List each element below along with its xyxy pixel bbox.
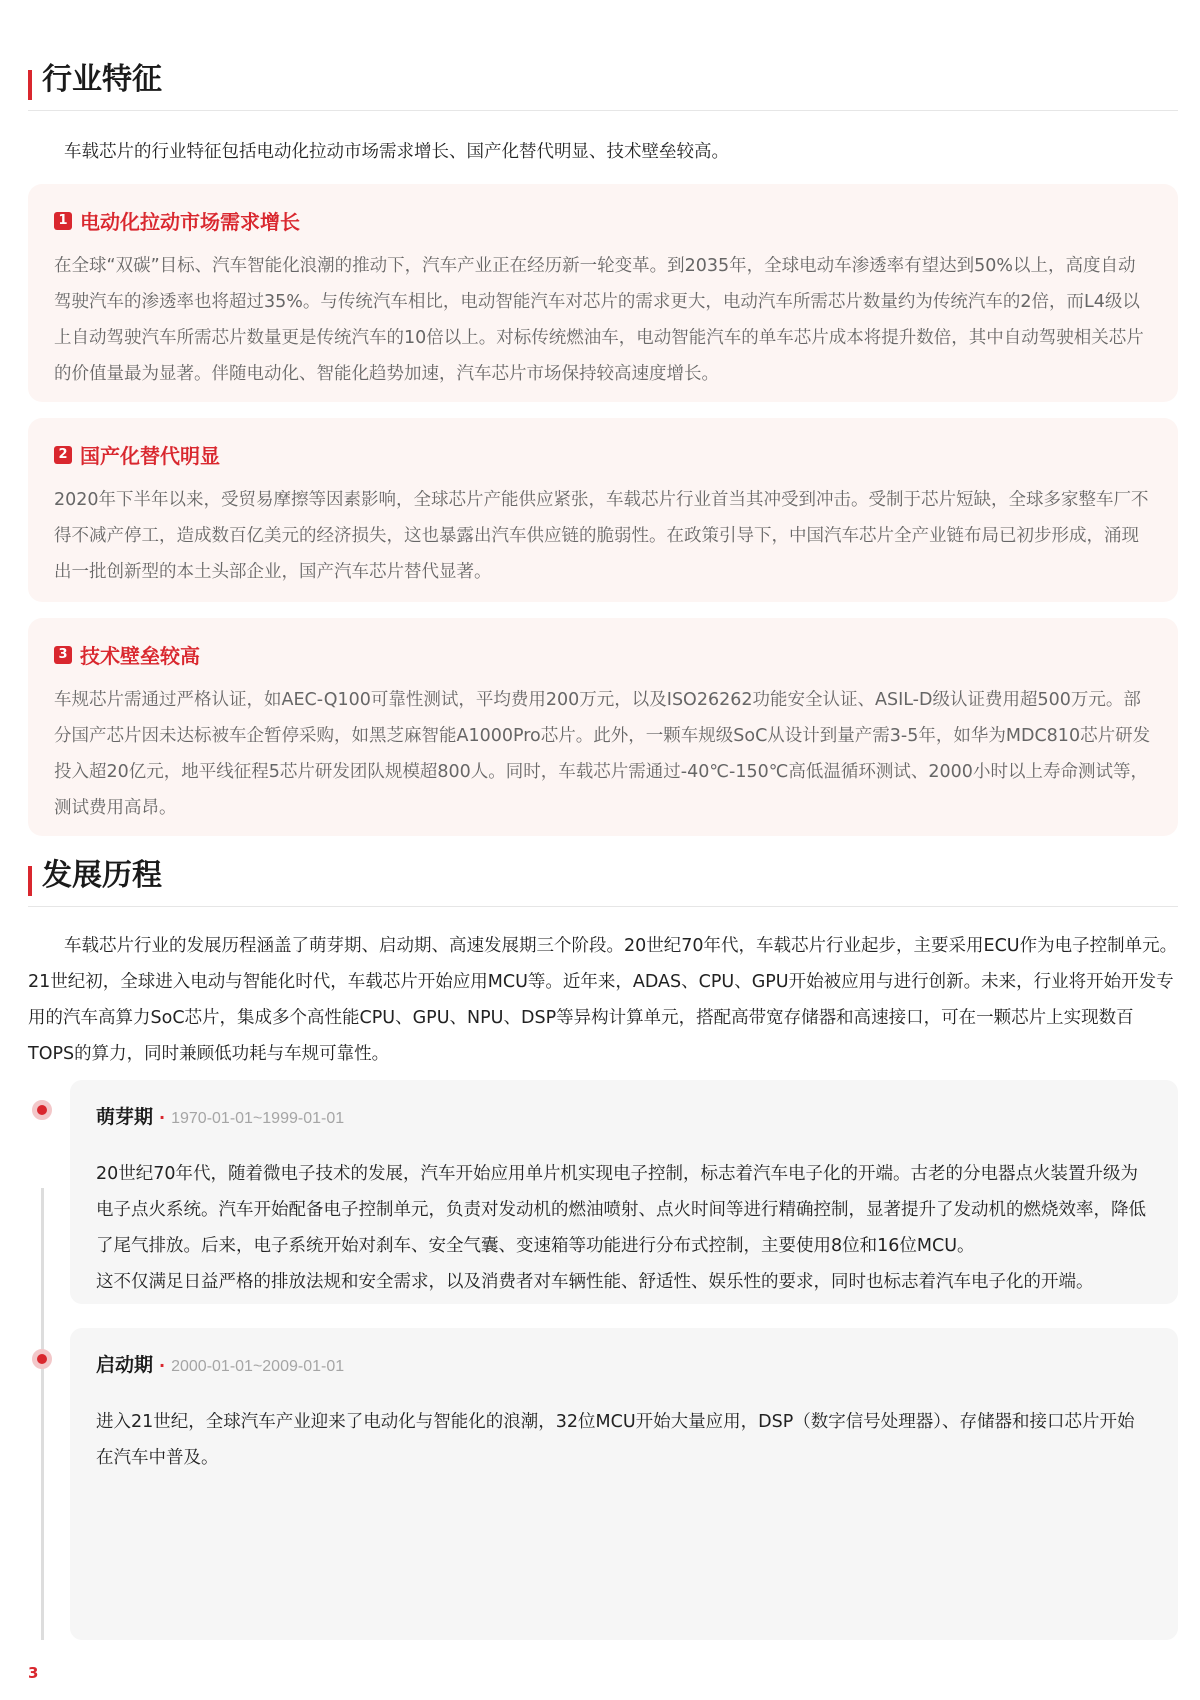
- feature-card-body: 在全球“双碳”目标、汽车智能化浪潮的推动下，汽车产业正在经历新一轮变革。到2035年，全球电动车渗透率有望达到50%以上，高度自动驾驶汽车的渗透率也将超过35%。与传统汽车相比，电动智能汽车对芯片的需求更大，电动汽车所需芯片数量约为传统汽车的2倍，而L4级以上自动驾驶汽车所需芯片数量更是传统汽车的10倍以上。对标传统燃油车，电动智能汽车的单车芯片成本将提升数倍，其中自动驾驶相关芯片的价值量最为显著。伴随电动化、智能化趋势加速，汽车芯片市场保持较高速度增长。: [54, 256, 1144, 384]
- section-title: 行业特征: [42, 62, 162, 97]
- history-intro: 车载芯片行业的发展历程涵盖了萌芽期、启动期、高速发展期三个阶段。20世纪70年代，车载芯片行业起步，主要采用ECU作为电子控制单元。21世纪初，全球进入电动与智能化时代，车载芯片开始应用MCU等。近年来，ADAS、CPU、GPU开始被应用与进行创新。未来，行业将开始开发专用的汽车高算力SoC芯片，集成多个高性能CPU、GPU、NPU、DSP等异构计算单元，搭配高带宽存储器和高速接口，可在一颗芯片上实现数百TOPS的算力，同时兼顾低功耗与车规可靠性。: [28, 936, 1178, 1064]
- section-title: 发展历程: [42, 858, 162, 893]
- feature-card: [28, 618, 1178, 836]
- section-header-industry: [28, 60, 1178, 111]
- timeline-line: [41, 1188, 44, 1640]
- stage-paragraph: 20世纪70年代，随着微电子技术的发展，汽车开始应用单片机实现电子控制，标志着汽车电子化的开端。古老的分电器点火装置升级为电子点火系统。汽车开始配备电子控制单元，负责对发动机的燃油喷射、点火时间等进行精确控制，显著提升了发动机的燃烧效率，降低了尾气排放。后来，电子系统开始对刹车、安全气囊、变速箱等功能进行分布式控制，主要使用8位和16位MCU。: [96, 1164, 1146, 1256]
- stage-name: 启动期: [96, 1354, 154, 1376]
- timeline-stage-card: [70, 1080, 1178, 1304]
- industry-intro: 车载芯片的行业特征包括电动化拉动市场需求增长、国产化替代明显、技术壁垒较高。: [64, 142, 729, 162]
- feature-card-header: [54, 440, 220, 468]
- stage-paragraph: 进入21世纪，全球汽车产业迎来了电动化与智能化的浪潮，32位MCU开始大量应用，DSP（数字信号处理器）、存储器和接口芯片开始在汽车中普及。: [96, 1412, 1135, 1468]
- feature-card-body: 2020年下半年以来，受贸易摩擦等因素影响，全球芯片产能供应紧张，车载芯片行业首当其冲受到冲击。受制于芯片短缺，全球多家整车厂不得不减产停工，造成数百亿美元的经济损失，这也暴露出汽车供应链的脆弱性。在政策引导下，中国汽车芯片全产业链布局已初步形成，涌现出一批创新型的本土头部企业，国产汽车芯片替代显著。: [54, 490, 1149, 582]
- stage-description: [96, 1404, 1152, 1476]
- feature-card-header: [54, 640, 200, 668]
- stage-separator: ·: [159, 1108, 166, 1127]
- timeline-dot: [32, 1100, 52, 1120]
- stage-dates: 1970-01-01~1999-01-01: [171, 1110, 345, 1127]
- number-badge: 2: [54, 446, 72, 464]
- stage-separator: ·: [159, 1356, 166, 1375]
- timeline-dot: [32, 1349, 52, 1369]
- stage-header: [96, 1102, 344, 1129]
- feature-card-header: [54, 206, 300, 234]
- feature-card-body: 车规芯片需通过严格认证，如AEC-Q100可靠性测试，平均费用200万元，以及ISO26262功能安全认证、ASIL-D级认证费用超500万元。部分国产芯片因未达标被车企暂停采购，如黑芝麻智能A1000Pro芯片。此外，一颗车规级SoC从设计到量产需3-5年，如华为MDC810芯片研发投入超20亿元，地平线征程5芯片研发团队规模超800人。同时，车载芯片需通过-40℃-150℃高低温循环测试、2000小时以上寿命测试等，测试费用高昂。: [54, 690, 1151, 818]
- stage-dates: 2000-01-01~2009-01-01: [171, 1358, 345, 1375]
- stage-name: 萌芽期: [96, 1106, 154, 1128]
- number-badge: 1: [54, 212, 72, 230]
- stage-header: [96, 1350, 344, 1377]
- feature-card-title: 技术壁垒较高: [80, 644, 200, 668]
- section-header-history: [28, 856, 1178, 907]
- feature-card: [28, 418, 1178, 602]
- section-accent-bar: [28, 866, 32, 896]
- stage-paragraph: 这不仅满足日益严格的排放法规和安全需求，以及消费者对车辆性能、舒适性、娱乐性的要求，同时也标志着汽车电子化的开端。: [96, 1272, 1094, 1292]
- feature-card: [28, 184, 1178, 402]
- stage-description: [96, 1156, 1152, 1300]
- feature-card-title: 国产化替代明显: [80, 444, 220, 468]
- number-badge: 3: [54, 646, 72, 664]
- timeline-stage-card: [70, 1328, 1178, 1640]
- feature-card-title: 电动化拉动市场需求增长: [80, 210, 300, 234]
- page-number: 3: [28, 1664, 39, 1682]
- section-accent-bar: [28, 70, 32, 100]
